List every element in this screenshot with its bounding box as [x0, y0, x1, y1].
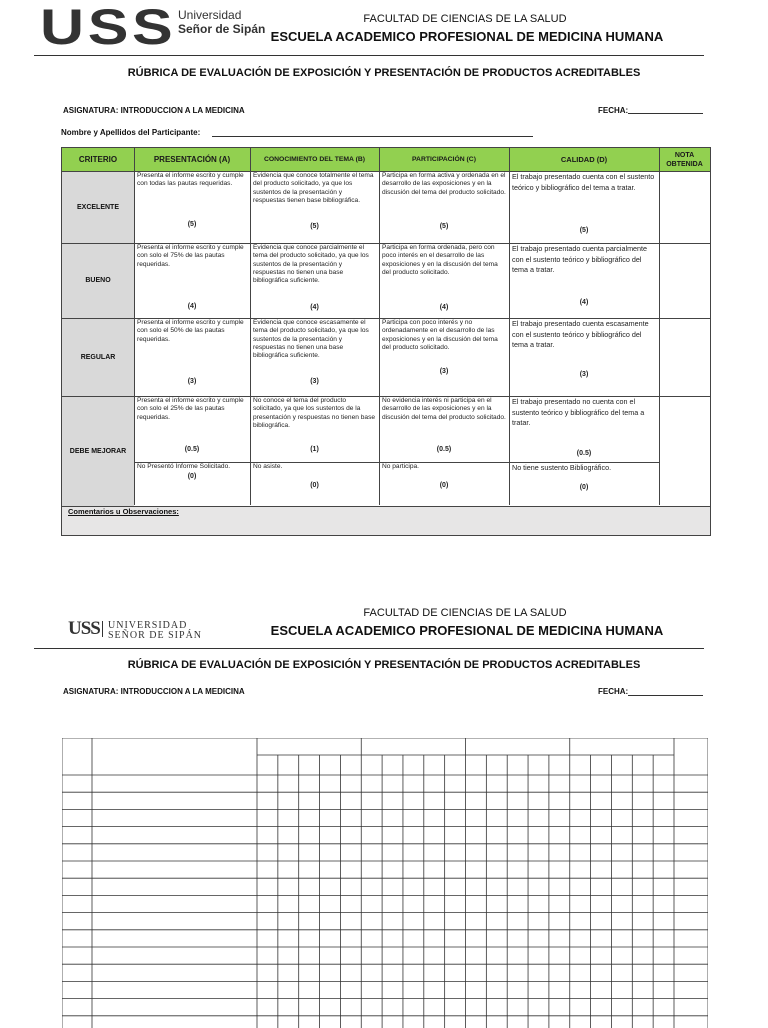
cell-score: (5)	[310, 223, 319, 230]
level-excelente: EXCELENTE	[62, 171, 134, 243]
table-line	[250, 148, 251, 505]
cell-score: (3)	[187, 378, 197, 385]
cell-score: (3)	[310, 378, 319, 385]
rubric-cell	[509, 396, 659, 462]
table-line	[62, 171, 710, 172]
rubric-cell	[379, 396, 509, 462]
comments-label: Comentarios u Observaciones:	[68, 507, 179, 516]
faculty-title-2: FACULTAD DE CIENCIAS DE LA SALUD	[363, 607, 567, 619]
cell-score: (0)	[310, 482, 319, 489]
rubric-cell	[509, 171, 659, 243]
table-line	[62, 243, 710, 244]
cell-text: Presenta el informe escrito y cumple con solo el 50% de las pautas requeridas.	[137, 319, 244, 343]
nota-cell[interactable]	[659, 171, 710, 506]
cell-score: (1)	[310, 446, 319, 453]
cell-text: El trabajo presentado cuenta con el sustento teórico y bibliográfico del tema a tratar.	[512, 172, 655, 192]
cell-text: El trabajo presentado no cuenta con el sustento teórico y bibliográfico del tema a tratar.	[512, 397, 645, 427]
rubric-cell	[509, 318, 659, 396]
cell-score: (0)	[439, 482, 449, 489]
fecha-field-2[interactable]	[628, 695, 703, 696]
cell-text: No evidencia interés ni participa en el desarrollo de las exposiciones y en la discusión del tema del producto solicitado.	[382, 397, 506, 421]
cell-text: Presenta el informe escrito y cumple con solo el 25% de las pautas requeridas.	[137, 397, 244, 421]
cell-score: (0.5)	[184, 446, 200, 453]
cell-text: El trabajo presentado cuenta escasamente con el sustento teórico y bibliográfico del tema a tratar.	[512, 319, 649, 349]
cell-text: Participa en forma activa y ordenada en el desarrollo de las exposiciones y en la discusión del tema del producto solicitado.	[382, 172, 506, 196]
participante-label: Nombre y Apellidos del Participante:	[61, 128, 201, 137]
cell-score: (0)	[187, 473, 197, 480]
cell-text: Evidencia que conoce totalmente el tema del producto solicitado, ya que los sustentos de la presentación y respuestas tienen base bibliográfica.	[253, 172, 374, 204]
cell-score: (0.5)	[576, 450, 592, 457]
header-calidad: CALIDAD (D)	[509, 148, 659, 171]
asignatura-label-2: ASIGNATURA: INTRODUCCION A LA MEDICINA	[63, 687, 245, 696]
cell-score: (5)	[439, 223, 449, 230]
fecha-field[interactable]	[628, 113, 703, 114]
rubric-cell	[250, 396, 379, 462]
cell-text: No conoce el tema del producto solicitado, ya que los sustentos de la presentación y respuestas no tienen base bibliográfica.	[253, 397, 376, 429]
school-title-2: ESCUELA ACADEMICO PROFESIONAL DE MEDICINA HUMANA	[270, 623, 664, 638]
table-line	[509, 148, 510, 505]
rubric-title-2: RÚBRICA DE EVALUACIÓN DE EXPOSICIÓN Y PRESENTACIÓN DE PRODUCTOS ACREDITABLES	[127, 659, 641, 671]
cell-text: Evidencia que conoce parcialmente el tema del producto solicitado, ya que los sustentos de la presentación y respuestas no tienen una base bibliográfica suficiente.	[253, 244, 369, 285]
header-presentacion: PRESENTACIÓN (A)	[134, 148, 250, 171]
rubric-cell	[250, 462, 379, 506]
rubric-cell	[250, 243, 379, 318]
cell-text: Participa con poco interés y no ordenadamente en el desarrollo de las exposiciones y en la discusión del tema del producto solicitado.	[382, 319, 498, 351]
cell-text: No asiste.	[253, 463, 283, 470]
cell-score: (0.5)	[436, 446, 452, 453]
rubric-cell	[134, 171, 250, 243]
uss-logo-mark: USS	[40, 0, 177, 55]
rubric-cell	[134, 462, 250, 506]
table-line	[659, 148, 660, 505]
cell-score: (3)	[439, 368, 449, 375]
logo-text-line1: UNIVERSIDAD	[108, 620, 188, 631]
fecha-label: FECHA:	[598, 106, 629, 115]
rubric-cell	[250, 318, 379, 396]
level-regular: REGULAR	[62, 318, 134, 396]
uss-logo-small-mark: USS	[68, 618, 100, 639]
cell-text: Presenta el informe escrito y cumple con solo el 75% de las pautas requeridas.	[137, 244, 244, 268]
rubric-cell	[509, 243, 659, 318]
header-conocimiento: CONOCIMIENTO DEL TEMA (B)	[250, 148, 379, 171]
participante-field[interactable]	[212, 136, 533, 137]
cell-score: (5)	[579, 227, 589, 234]
cell-text: Evidencia que conoce escasamente el tema del producto solicitado, ya que los sustentos de la presentación y respuestas no tienen una base bibliográfica suficiente.	[253, 319, 369, 360]
rubric-table	[61, 147, 711, 536]
table-line	[62, 506, 710, 507]
cell-score: (4)	[310, 304, 319, 311]
uss-logo-small	[68, 619, 218, 641]
rubric-cell	[134, 243, 250, 318]
uss-logo	[40, 0, 270, 55]
school-title: ESCUELA ACADEMICO PROFESIONAL DE MEDICINA HUMANA	[270, 29, 664, 44]
cell-text: Participa en forma ordenada, pero con poco interés en el desarrollo de las exposiciones y en la discusión del tema del producto solicitado.	[382, 244, 498, 276]
rubric-cell	[379, 243, 509, 318]
table-line	[134, 462, 659, 463]
cell-text: No participa.	[382, 463, 420, 470]
cell-score: (0)	[579, 484, 589, 491]
asignatura-label: ASIGNATURA: INTRODUCCION A LA MEDICINA	[63, 106, 245, 115]
cell-text: El trabajo presentado cuenta parcialmente con el sustento teórico y bibliográfico del tema a tratar.	[512, 244, 648, 274]
university-name-line1: Universidad	[178, 8, 242, 22]
evaluation-grid	[62, 738, 708, 1028]
header-participacion: PARTICIPACIÓN (C)	[379, 148, 509, 171]
header-divider-2	[34, 648, 704, 649]
level-bueno: BUENO	[62, 243, 134, 318]
cell-text: Presenta el informe escrito y cumple con todas las pautas requeridas.	[137, 172, 244, 188]
logo-separator	[102, 621, 103, 637]
header-divider	[34, 55, 704, 56]
cell-score: (4)	[439, 304, 449, 311]
table-line	[62, 318, 710, 319]
table-line	[62, 396, 710, 397]
rubric-title: RÚBRICA DE EVALUACIÓN DE EXPOSICIÓN Y PRESENTACIÓN DE PRODUCTOS ACREDITABLES	[127, 67, 641, 79]
rubric-cell	[379, 462, 509, 506]
university-name-line2: Señor de Sipán	[178, 22, 266, 36]
cell-text: No Presentó Informe Solicitado.	[137, 463, 231, 470]
logo-text-line2: SEÑOR DE SIPÁN	[108, 630, 203, 641]
faculty-title: FACULTAD DE CIENCIAS DE LA SALUD	[363, 13, 567, 25]
comments-box[interactable]	[62, 506, 710, 535]
level-debe-mejorar: DEBE MEJORAR	[62, 396, 134, 506]
table-line	[134, 148, 135, 505]
rubric-cell	[134, 318, 250, 396]
cell-score: (4)	[187, 303, 197, 310]
cell-score: (3)	[579, 371, 589, 378]
cell-text: No tiene sustento Bibliográfico.	[512, 463, 612, 472]
header-criterio: CRITERIO	[62, 148, 134, 171]
rubric-cell	[134, 396, 250, 462]
header-nota: NOTA OBTENIDA	[659, 148, 710, 171]
cell-score: (4)	[579, 299, 589, 306]
rubric-cell	[379, 318, 509, 396]
rubric-cell	[509, 462, 659, 506]
fecha-label-2: FECHA:	[598, 687, 629, 696]
rubric-cell	[379, 171, 509, 243]
cell-score: (5)	[187, 221, 197, 228]
table-line	[379, 148, 380, 505]
rubric-cell	[250, 171, 379, 243]
